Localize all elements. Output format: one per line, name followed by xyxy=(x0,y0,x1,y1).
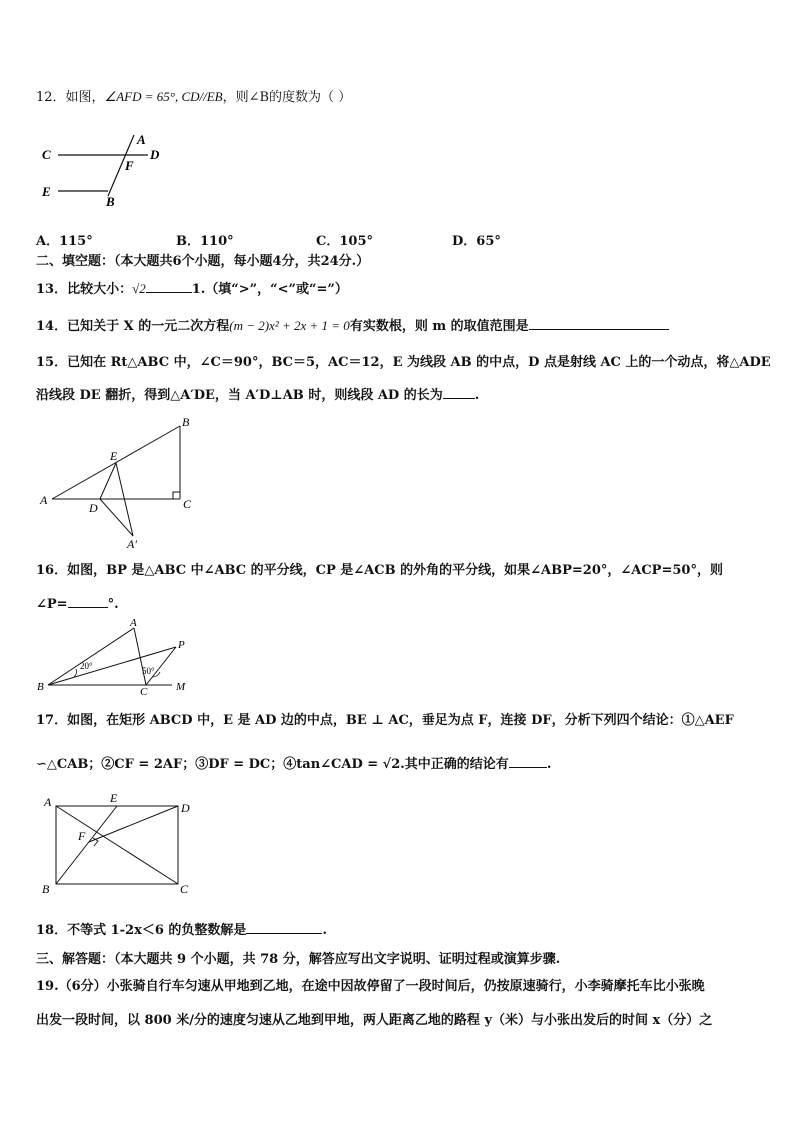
q16-label-P: P xyxy=(178,639,185,651)
q12-stem: 12．如图，∠AFD = 65°, CD//EB，则∠B的度数为（ ） xyxy=(36,89,352,105)
q15-figure xyxy=(36,412,206,552)
q17-line1: 17．如图，在矩形 ABCD 中，E 是 AD 边的中点，BE ⊥ AC，垂足为点 F，连接 DF，分析下列四个结论：①△AEF xyxy=(36,713,734,728)
q12-label-A: A xyxy=(137,132,146,147)
section-2-heading: 二、填空题：（本大题共6个小题，每小题4分，共24分.） xyxy=(36,254,370,269)
q17-label-B: B xyxy=(42,882,50,896)
q15-label-C: C xyxy=(183,497,192,511)
q19-line1: 19.（6分）小张骑自行车匀速从甲地到乙地，在途中因故停留了一段时间后，仍按原速骑行，小李骑摩托车比小张晚 xyxy=(36,979,705,994)
q16-angle-50: 50° xyxy=(142,666,155,676)
q15-label-A-prime: A′ xyxy=(127,537,137,551)
q16-label-A: A xyxy=(130,617,137,629)
q12-label-D: D xyxy=(150,147,160,162)
q13: 13．比较大小：√2 1.（填“>”，“<”或“=”） xyxy=(36,281,348,297)
q16-label-M: M xyxy=(176,681,186,693)
q17-figure xyxy=(36,790,206,900)
q16-line2: ∠P= °. xyxy=(36,594,119,614)
q15-label-D: D xyxy=(89,501,98,515)
q15-line1: 15．已知在 Rt△ABC 中，∠C＝90°，BC＝5，AC＝12，E 为线段 AB 的中点，D 点是射线 AC 上的一个动点，将△ADE xyxy=(36,355,771,370)
q17-label-E: E xyxy=(110,791,118,805)
q17-label-D: D xyxy=(181,801,190,815)
q18: 18．不等式 1-2x＜6 的负整数解是 . xyxy=(36,920,327,940)
q12-option-a: A．115° xyxy=(36,234,93,249)
q14: 14．已知关于 X 的一元二次方程(m − 2)x² + 2x + 1 = 0有实数根，则 m 的取值范围是 xyxy=(36,316,669,336)
q12-label-B: B xyxy=(106,194,115,209)
q12-label-C: C xyxy=(42,147,51,162)
q16-angle-20: 20° xyxy=(80,661,93,671)
q16-line1: 16．如图，BP 是△ABC 中∠ABC 的平分线，CP 是∠ACB 的外角的平分线，如果∠ABP=20°，∠ACP=50°，则 xyxy=(36,563,723,578)
q16-label-C: C xyxy=(140,686,148,696)
q19-line2: 出发一段时间，以 800 米/分的速度匀速从乙地到甲地，两人距离乙地的路程 y（米）与小张出发后的时间 x（分）之 xyxy=(36,1013,713,1028)
q15-label-A: A xyxy=(40,493,48,507)
q15-label-B: B xyxy=(182,415,190,429)
q12-option-b: B．110° xyxy=(176,234,234,249)
q15-label-E: E xyxy=(110,449,118,463)
q16-figure xyxy=(36,614,206,696)
q15-line2: 沿线段 DE 翻折，得到△A′DE，当 A′D⊥AB 时，则线段 AD 的长为 . xyxy=(36,385,479,405)
q17-line2: ∽△CAB；②CF = 2AF；③DF = DC；④tan∠CAD = √2.其中正确的结论有 . xyxy=(36,754,551,774)
q12-figure xyxy=(36,128,176,210)
q12-option-d: D．65° xyxy=(452,234,501,249)
q16-label-B: B xyxy=(37,681,44,693)
q17-label-C: C xyxy=(180,882,189,896)
section-3-heading: 三、解答题：（本大题共 9 个小题，共 78 分，解答应写出文字说明、证明过程或演算步骤. xyxy=(36,952,561,967)
q17-label-A: A xyxy=(44,795,52,809)
q17-label-F: F xyxy=(78,829,86,843)
q12-label-F: F xyxy=(125,158,134,173)
q12-label-E: E xyxy=(42,184,51,199)
q12-option-c: C．105° xyxy=(316,234,373,249)
